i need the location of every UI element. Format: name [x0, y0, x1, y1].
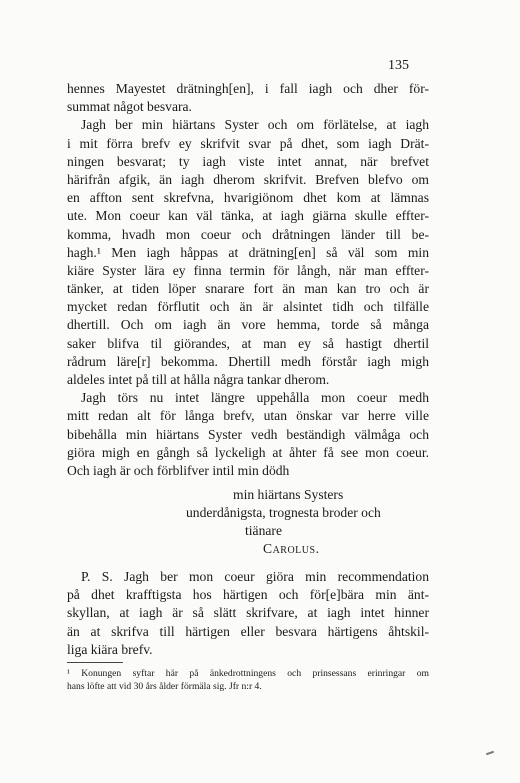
body-line: saker blifva til giörandes, at man ey så hastigt dhertil — [67, 335, 429, 351]
body-line: kiäre Syster lära ey finna termin för långh, när man effter- — [67, 262, 429, 278]
body-line: summat något besvara. — [67, 99, 192, 115]
ps-line: på dhet krafftigsta hos härtigen och för[e]bära min änt- — [67, 587, 429, 603]
body-line: tänker, at tiden löper snarare fort än man kan tro och är — [67, 281, 429, 297]
body-line: i mit förra brefv ey skrifvit svar på dhet, som iagh Drät- — [67, 135, 429, 151]
body-line: Jagh törs nu intet längre uppehålla mon coeur medh — [81, 390, 429, 406]
body-line: bibehålla min hiärtans Syster vedh beständigh välmåga och — [67, 426, 429, 442]
body-line: dhertill. Och om iagh än vore hemma, torde så många — [67, 317, 429, 333]
body-line: en affton sent skrefvna, hvarigiönom dhet kom at lämnas — [67, 190, 429, 206]
body-line: giöra migh en gångh så lyckeligh at åhter få see mon coeur. — [67, 444, 429, 460]
body-line: Och iagh är och förblifver intil min dödh — [67, 462, 290, 478]
ps-line: skyllan, at iagh är så slätt skrifvare, at iagh intet hinner — [67, 605, 429, 621]
postscript — [67, 568, 429, 659]
body-line: mitt redan alt för långa brefv, utan önskar var herre ville — [67, 408, 429, 424]
footnote — [67, 668, 429, 693]
page-number: 135 — [388, 58, 409, 73]
closing-line: underdånigsta, trognesta broder och — [186, 505, 381, 520]
body-line: hennes Mayestet drätningh[en], i fall iagh och dher för- — [67, 81, 429, 96]
footnote-divider — [67, 662, 123, 663]
body-line: hagh.¹ Men iagh håppas at drätning[en] så väl som min — [67, 244, 429, 260]
body-line: ute. Mon coeur kan väl tänka, at iagh giärna skulle effter- — [67, 208, 429, 224]
ps-line: P. S. Jagh ber mon coeur giöra min recommendation — [81, 569, 429, 584]
body-line: komma, hvadh mon coeur och dråtningen länder till be- — [67, 226, 429, 242]
letter-body — [67, 80, 429, 480]
scan-mark — [486, 751, 494, 756]
ps-line: än at skrifva till härtigen eller besvara härtigens åhtskil- — [67, 623, 429, 639]
body-line: Jagh ber min hiärtans Syster och om förlätelse, at iagh — [81, 117, 429, 133]
footnote-line: hans löfte att vid 30 års ålder förmäla sig. Jfr n:r 4. — [67, 680, 262, 692]
body-line: härifrån afgik, än iagh dherom skrifvit. Brefven blefvo om — [67, 171, 429, 187]
body-line: aldeles intet på till at hålla några tankar dherom. — [67, 372, 330, 387]
closing-line: tiänare — [245, 523, 282, 538]
body-line: mycket redan förflutit och än är alsintet tidh och tilfälle — [67, 299, 429, 315]
ps-line: liga kiära brefv. — [67, 641, 153, 657]
footnote-line: ¹ Konungen syftar här på änkedrottningens och prinsessans erinringar om — [67, 668, 429, 679]
body-line: ningen besvarat; ty iagh viste intet annat, när brefvet — [67, 153, 429, 169]
body-line: rådrum läre[r] bekomma. Dhertill medh förstår iagh migh — [67, 353, 429, 369]
signature: Carolus. — [263, 541, 320, 556]
closing-line: min hiärtans Systers — [233, 487, 344, 502]
